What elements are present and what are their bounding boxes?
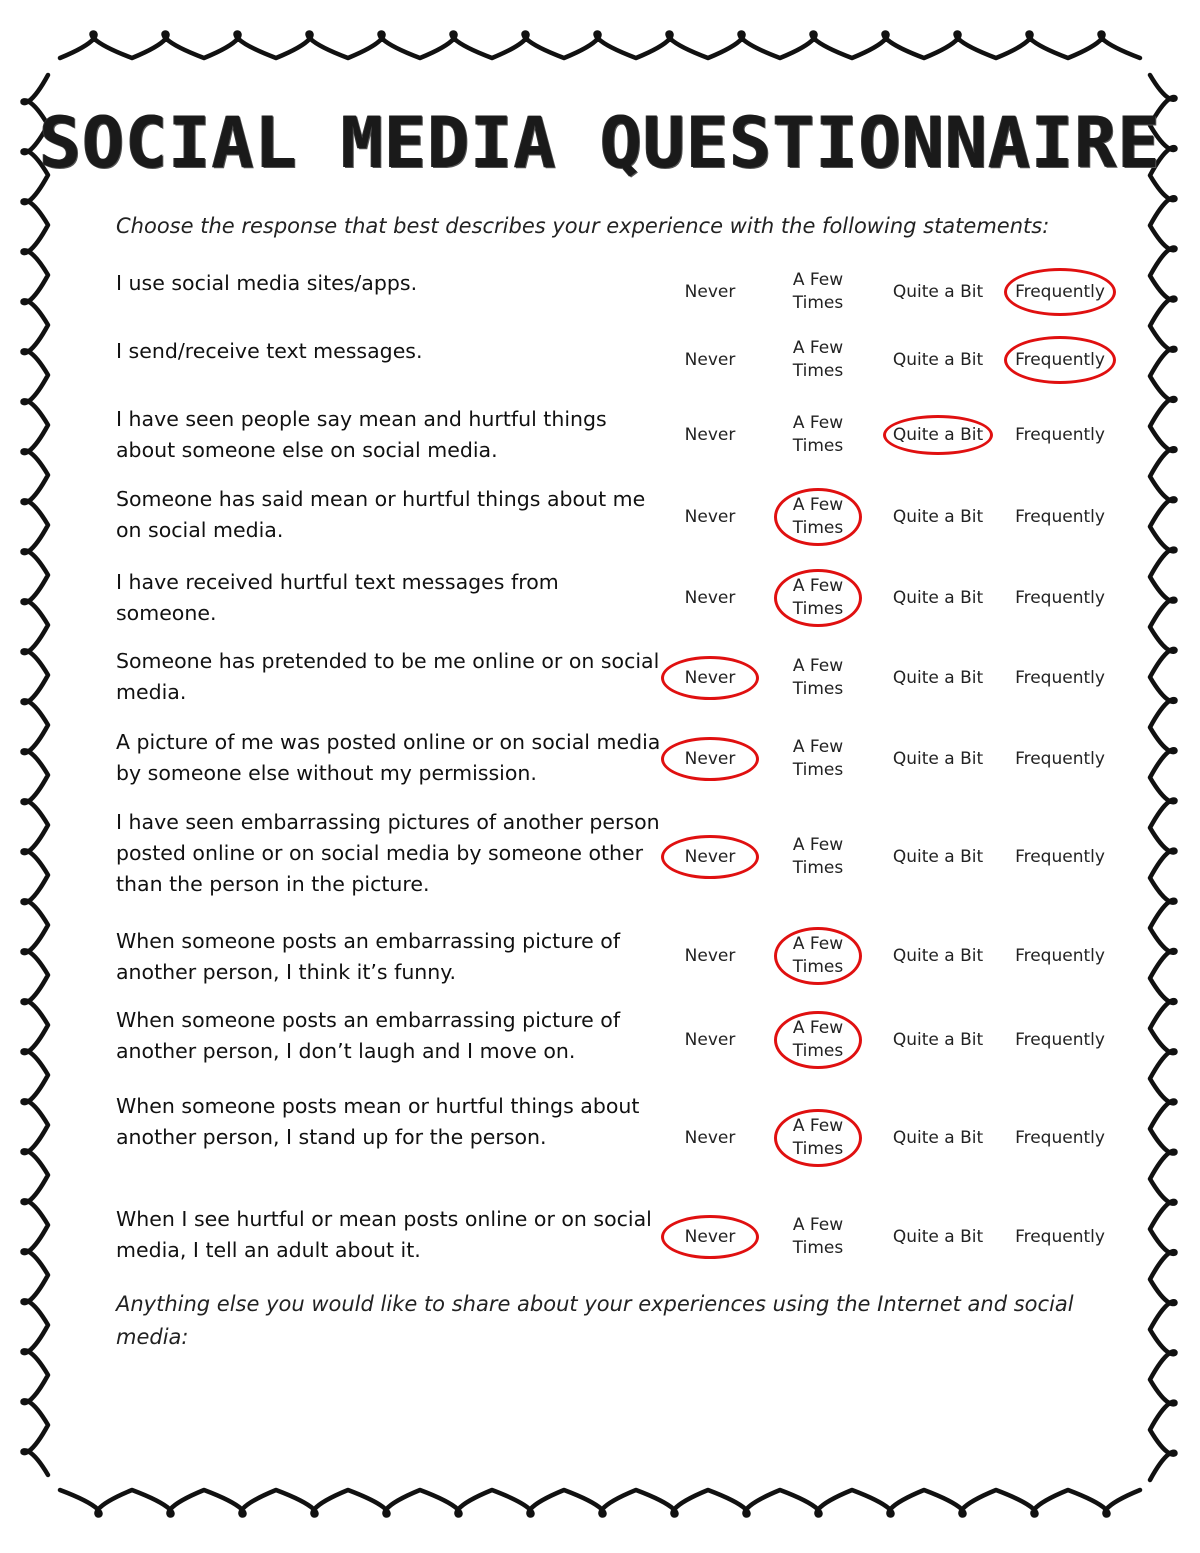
option-quite-a-bit[interactable] (882, 1029, 994, 1052)
option-label: A Few Times (792, 576, 844, 619)
option-label: Never (684, 846, 736, 867)
option-never-circled[interactable] (654, 1226, 766, 1249)
option-label: Quite a Bit (892, 281, 984, 302)
option-label: Never (684, 1029, 736, 1050)
option-label: Frequently (1015, 349, 1105, 370)
option-a-few-times-circled[interactable] (762, 494, 874, 540)
question-statement: When I see hurtful or mean posts online or on social media, I tell an adult about it. (116, 1207, 652, 1262)
option-label: Frequently (1015, 667, 1105, 688)
option-label: Quite a Bit (892, 1127, 984, 1148)
option-label: Frequently (1015, 1127, 1105, 1148)
option-label: Frequently (1015, 748, 1105, 769)
option-label: Quite a Bit (892, 506, 984, 527)
question-statement: I use social media sites/apps. (116, 271, 418, 295)
option-label: Never (684, 667, 736, 688)
option-label: Quite a Bit (892, 945, 984, 966)
page-title: SOCIAL MEDIA QUESTIONNAIRE (39, 102, 1161, 184)
option-label: Never (684, 587, 736, 608)
option-never[interactable] (654, 506, 766, 529)
option-a-few-times-circled[interactable] (762, 575, 874, 621)
option-a-few-times-circled[interactable] (762, 933, 874, 979)
option-a-few-times[interactable] (762, 337, 874, 383)
option-label: A Few Times (792, 934, 844, 977)
option-label: Quite a Bit (892, 846, 984, 867)
option-frequently[interactable] (1004, 1127, 1116, 1150)
option-a-few-times-circled[interactable] (762, 1115, 874, 1161)
option-label: A Few Times (792, 338, 844, 381)
option-frequently[interactable] (1004, 945, 1116, 968)
option-never-circled[interactable] (654, 667, 766, 690)
question-statement: I send/receive text messages. (116, 339, 423, 363)
option-label: Quite a Bit (892, 1029, 984, 1050)
option-label: Never (684, 506, 736, 527)
option-label: Never (684, 1127, 736, 1148)
option-quite-a-bit[interactable] (882, 349, 994, 372)
option-label: Never (684, 945, 736, 966)
question-statement: Someone has said mean or hurtful things about me on social media. (116, 487, 646, 542)
option-frequently[interactable] (1004, 1029, 1116, 1052)
option-frequently[interactable] (1004, 587, 1116, 610)
option-never[interactable] (654, 349, 766, 372)
option-quite-a-bit[interactable] (882, 748, 994, 771)
option-quite-a-bit[interactable] (882, 281, 994, 304)
option-label: Quite a Bit (892, 587, 984, 608)
option-frequently-circled[interactable] (1004, 281, 1116, 304)
option-a-few-times-circled[interactable] (762, 1017, 874, 1063)
option-frequently-circled[interactable] (1004, 349, 1116, 372)
option-frequently[interactable] (1004, 748, 1116, 771)
option-label: A Few Times (792, 737, 844, 780)
option-label: A Few Times (792, 656, 844, 699)
question-statement: I have seen people say mean and hurtful things about someone else on social media. (116, 407, 607, 462)
question-statement: A picture of me was posted online or on social media by someone else without my permission. (116, 730, 661, 785)
option-label: A Few Times (792, 835, 844, 878)
option-label: Frequently (1015, 846, 1105, 867)
option-label: Frequently (1015, 506, 1105, 527)
option-a-few-times[interactable] (762, 1214, 874, 1260)
option-frequently[interactable] (1004, 667, 1116, 690)
option-quite-a-bit[interactable] (882, 1127, 994, 1150)
option-label: Frequently (1015, 424, 1105, 445)
option-never[interactable] (654, 587, 766, 610)
question-statement: When someone posts an embarrassing picture of another person, I think it’s funny. (116, 929, 621, 984)
instructions-text: Choose the response that best describes your experience with the following statements: (116, 214, 1050, 238)
option-quite-a-bit-circled[interactable] (882, 424, 994, 447)
question-statement: Someone has pretended to be me online or on social media. (116, 649, 660, 704)
option-label: A Few Times (792, 1116, 844, 1159)
option-label: Frequently (1015, 587, 1105, 608)
option-label: Quite a Bit (892, 424, 984, 445)
option-never[interactable] (654, 1127, 766, 1150)
option-label: Never (684, 424, 736, 445)
question-statement: I have seen embarrassing pictures of another person posted online or on social media by someone other than the person in the picture. (116, 810, 660, 896)
option-frequently[interactable] (1004, 506, 1116, 529)
option-never[interactable] (654, 424, 766, 447)
option-never[interactable] (654, 1029, 766, 1052)
option-label: Frequently (1015, 281, 1105, 302)
option-label: Frequently (1015, 1226, 1105, 1247)
option-frequently[interactable] (1004, 424, 1116, 447)
closing-prompt: Anything else you would like to share about your experiences using the Internet and social media: (116, 1292, 1074, 1349)
option-label: Never (684, 748, 736, 769)
option-quite-a-bit[interactable] (882, 506, 994, 529)
option-label: Frequently (1015, 1029, 1105, 1050)
option-label: A Few Times (792, 270, 844, 313)
option-label: A Few Times (792, 413, 844, 456)
option-frequently[interactable] (1004, 846, 1116, 869)
option-quite-a-bit[interactable] (882, 945, 994, 968)
option-label: Quite a Bit (892, 1226, 984, 1247)
option-never-circled[interactable] (654, 846, 766, 869)
option-a-few-times[interactable] (762, 269, 874, 315)
option-label: Frequently (1015, 945, 1105, 966)
option-quite-a-bit[interactable] (882, 587, 994, 610)
option-a-few-times[interactable] (762, 834, 874, 880)
question-statement: When someone posts mean or hurtful things about another person, I stand up for the person. (116, 1094, 640, 1149)
question-statement: I have received hurtful text messages from someone. (116, 570, 559, 625)
option-label: A Few Times (792, 1215, 844, 1258)
option-label: Never (684, 281, 736, 302)
option-label: Quite a Bit (892, 667, 984, 688)
option-a-few-times[interactable] (762, 655, 874, 701)
option-label: A Few Times (792, 1018, 844, 1061)
option-never[interactable] (654, 281, 766, 304)
option-label: Never (684, 349, 736, 370)
option-never-circled[interactable] (654, 748, 766, 771)
option-quite-a-bit[interactable] (882, 846, 994, 869)
option-label: Quite a Bit (892, 748, 984, 769)
option-a-few-times[interactable] (762, 412, 874, 458)
option-quite-a-bit[interactable] (882, 667, 994, 690)
option-quite-a-bit[interactable] (882, 1226, 994, 1249)
question-statement: When someone posts an embarrassing picture of another person, I don’t laugh and I move on. (116, 1008, 621, 1063)
option-label: Never (684, 1226, 736, 1247)
option-a-few-times[interactable] (762, 736, 874, 782)
option-label: A Few Times (792, 495, 844, 538)
option-label: Quite a Bit (892, 349, 984, 370)
option-never[interactable] (654, 945, 766, 968)
option-frequently[interactable] (1004, 1226, 1116, 1249)
